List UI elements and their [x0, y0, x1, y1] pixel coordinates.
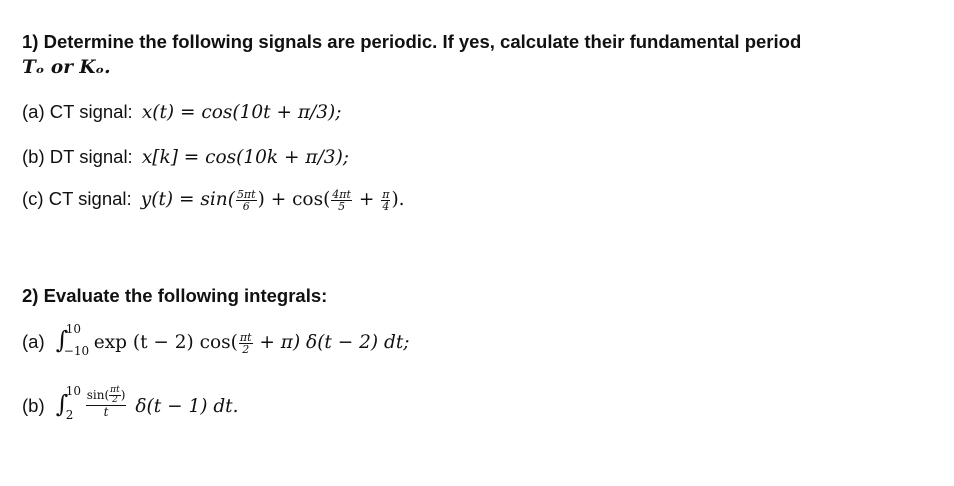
question-2-title: 2) Evaluate the following integrals: [22, 285, 328, 306]
integral-lower-limit: 2 [65, 408, 74, 422]
q2-part-a [22, 322, 410, 358]
fraction-numerator: 4πt [332, 187, 351, 201]
q1-part-a [22, 101, 341, 123]
q1-c-expr-start: y(t) = sin( [140, 189, 235, 210]
inner-denominator: 2 [112, 395, 118, 405]
fraction-denominator: 2 [242, 342, 250, 356]
q2-b-integral [55, 384, 82, 422]
inner-fraction [109, 386, 121, 405]
integral-sign-icon: ∫ [55, 390, 69, 418]
q2-a-expr-start: exp (t − 2) cos( [93, 331, 238, 353]
q1-part-b [22, 146, 349, 168]
fraction-denominator: t [103, 405, 109, 419]
q2-a-fraction [239, 332, 253, 355]
q2-a-integral [55, 322, 94, 358]
q2-b-expr-end: δ(t − 1) dt. [135, 395, 239, 417]
q1-c-fraction-3 [381, 189, 390, 212]
q1-c-fraction-1 [236, 189, 257, 212]
q1-c-expr-end: ). [391, 189, 405, 210]
q1-c-expr-mid: ) + cos( [257, 189, 331, 210]
integral-lower-limit: −10 [63, 344, 90, 358]
q1-c-plus: + [352, 189, 381, 210]
fraction-denominator: 6 [242, 199, 250, 213]
inner-numerator: πt [110, 385, 120, 395]
q2-a-expr-end: + π) δ(t − 2) dt; [253, 331, 410, 353]
sin-close: ) [120, 388, 126, 402]
integral-upper-limit: 10 [65, 322, 82, 336]
q2-a-label: (a) [22, 330, 45, 352]
sin-text: sin( [86, 388, 110, 402]
q1-part-c [22, 188, 405, 212]
question-1-title-continuation: Tₒ or Kₒ. [22, 57, 111, 78]
fraction-denominator: 4 [382, 199, 390, 213]
fraction-numerator: π [382, 187, 390, 201]
q1-c-fraction-2 [331, 189, 352, 212]
integral-sign-icon: ∫ [55, 326, 69, 354]
q1-a-expression: x(t) = cos(10t + π/3); [141, 102, 342, 123]
q2-b-label: (b) [22, 394, 45, 416]
q1-b-expression: x[k] = cos(10k + π/3); [141, 147, 350, 168]
fraction-denominator: 5 [338, 199, 346, 213]
fraction-numerator: πt [239, 330, 252, 344]
q2-b-big-fraction [86, 386, 127, 418]
q1-b-label: (b) DT signal: [22, 146, 133, 167]
q1-c-label: (c) CT signal: [22, 188, 132, 209]
fraction-numerator [86, 386, 127, 406]
question-1-title: 1) Determine the following signals are periodic. If yes, calculate their fundamental period [22, 31, 802, 52]
fraction-numerator: 5πt [236, 187, 256, 201]
q1-a-label: (a) CT signal: [22, 101, 133, 122]
integral-upper-limit: 10 [65, 384, 82, 398]
